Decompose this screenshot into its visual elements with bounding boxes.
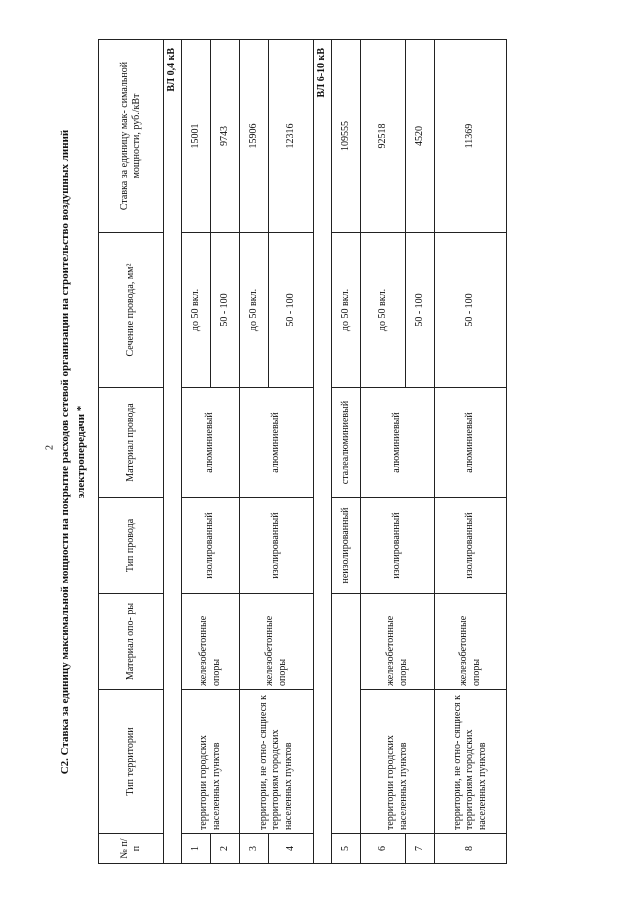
table-row — [435, 40, 507, 864]
wire-section-cell: до 50 вкл. — [332, 233, 361, 388]
col-header-number: № п/п — [99, 834, 164, 864]
rate-cell: 15906 — [240, 40, 269, 233]
wire-type-cell: изолированный — [361, 498, 435, 594]
rate-cell: 109555 — [332, 40, 361, 233]
wire-material-cell: алюминиевый — [361, 388, 435, 498]
territory-cell: территории городских населенных пунктов — [182, 690, 240, 834]
row-number: 5 — [332, 834, 361, 864]
row-number: 1 — [182, 834, 211, 864]
col-header-wire-section: Сечение провода, мм² — [99, 233, 164, 388]
wire-type-cell: изолированный — [182, 498, 240, 594]
support-material-cell: железобетонные опоры — [240, 594, 314, 690]
support-material-cell: железобетонные опоры — [435, 594, 507, 690]
row-number: 2 — [211, 834, 240, 864]
rate-cell: 92518 — [361, 40, 406, 233]
section-label-610kv: ВЛ 6-10 кВ — [314, 40, 332, 864]
col-header-wire-type: Тип провода — [99, 498, 164, 594]
page-number: 2 — [44, 445, 56, 450]
col-header-rate: Ставка за единицу мак- симальной мощности, руб./кВт — [99, 40, 164, 233]
rate-cell: 12316 — [269, 40, 314, 233]
wire-section-cell: 50 - 100 — [406, 233, 435, 388]
support-material-cell: железобетонные опоры — [361, 594, 435, 690]
table-row — [240, 40, 269, 864]
rotated-page-content — [58, 30, 488, 874]
table-row — [332, 40, 361, 864]
wire-material-cell: алюминиевый — [435, 388, 507, 498]
rate-cell: 15001 — [182, 40, 211, 233]
rate-cell: 9743 — [211, 40, 240, 233]
wire-section-cell: до 50 вкл. — [182, 233, 211, 388]
wire-section-cell: 50 - 100 — [269, 233, 314, 388]
wire-material-cell: сталеалюминиевый — [332, 388, 361, 498]
territory-cell-empty — [332, 594, 361, 834]
wire-material-cell: алюминиевый — [240, 388, 314, 498]
rate-cell: 11369 — [435, 40, 507, 233]
header-row — [99, 40, 164, 864]
territory-cell: территории, не отно- сящиеся к территориям городских населенных пунктов — [240, 690, 314, 834]
rates-table — [98, 39, 507, 864]
document-title: С2. Ставка за единицу максимальной мощности на покрытие расходов сетевой организации на строительство воздушных линий электропередачи * — [59, 129, 87, 775]
wire-section-cell: до 50 вкл. — [361, 233, 406, 388]
wire-section-cell: 50 - 100 — [435, 233, 507, 388]
row-number: 7 — [406, 834, 435, 864]
section-row-610kv — [314, 40, 332, 864]
support-material-cell: железобетонные опоры — [182, 594, 240, 690]
table-row — [361, 40, 406, 864]
col-header-territory: Тип территории — [99, 690, 164, 834]
wire-section-cell: до 50 вкл. — [240, 233, 269, 388]
row-number: 3 — [240, 834, 269, 864]
wire-section-cell: 50 - 100 — [211, 233, 240, 388]
wire-material-cell: алюминиевый — [182, 388, 240, 498]
section-row-04kv — [164, 40, 182, 864]
territory-cell: территории, не отно- сящиеся к территориям городских населенных пунктов — [435, 690, 507, 834]
wire-type-cell: изолированный — [240, 498, 314, 594]
table-row — [182, 40, 211, 864]
section-label-04kv: ВЛ 0,4 кВ — [164, 40, 182, 864]
row-number: 4 — [269, 834, 314, 864]
wire-type-cell: неизолированный — [332, 498, 361, 594]
rate-cell: 4520 — [406, 40, 435, 233]
col-header-support-material: Материал опо- ры — [99, 594, 164, 690]
wire-type-cell: изолированный — [435, 498, 507, 594]
col-header-wire-material: Материал провода — [99, 388, 164, 498]
territory-cell: территории городских населенных пунктов — [361, 690, 435, 834]
row-number: 6 — [361, 834, 406, 864]
row-number: 8 — [435, 834, 507, 864]
